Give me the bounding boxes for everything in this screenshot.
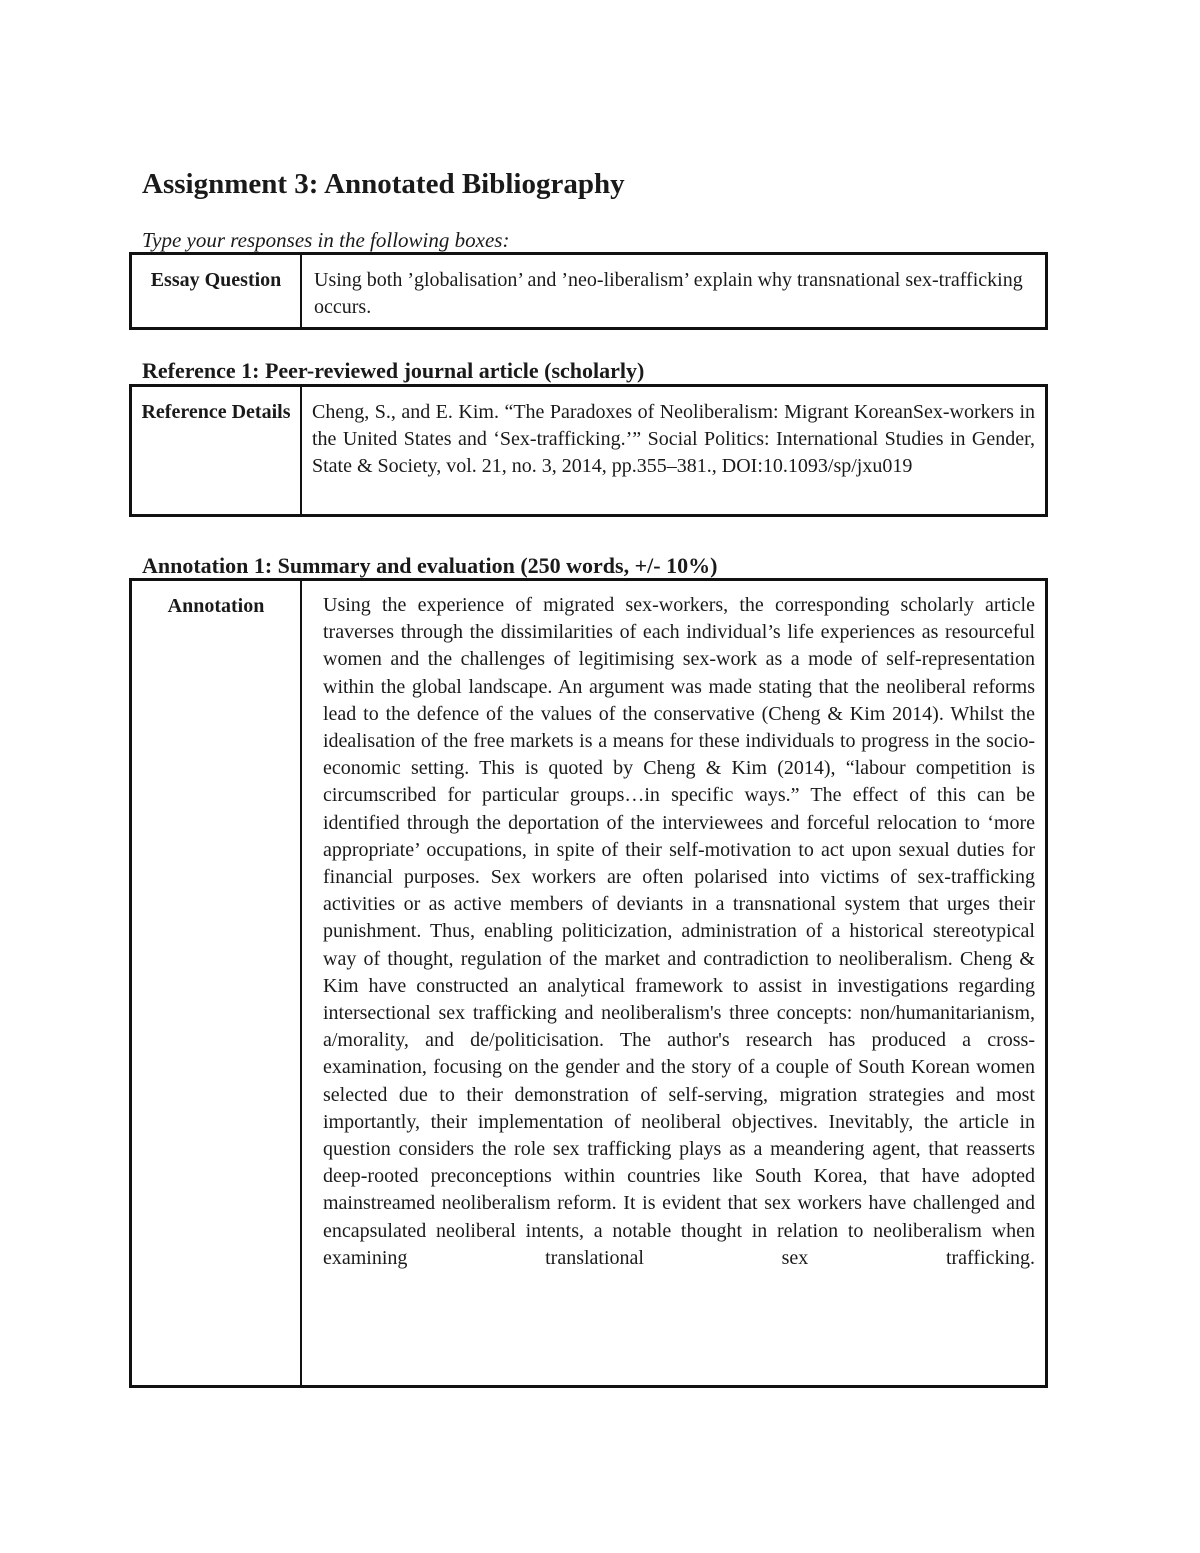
instruction-text: Type your responses in the following boxes: — [142, 228, 510, 252]
annotation-label: Annotation — [132, 581, 302, 1385]
essay-question-field[interactable]: Using both ’globalisation’ and ’neo-liberalism’ explain why transnational sex-trafficking occurs. — [314, 269, 1023, 318]
reference-heading: Reference 1: Peer-reviewed journal article (scholarly) — [142, 358, 645, 383]
essay-question-label: Essay Question — [132, 255, 302, 327]
annotation-heading: Annotation 1: Summary and evaluation (250 words, +/- 10%) — [142, 553, 718, 578]
page-title: Assignment 3: Annotated Bibliography — [142, 168, 625, 200]
essay-question-box — [129, 252, 1048, 330]
reference-details-label: Reference Details — [132, 387, 302, 514]
reference-details-box — [129, 384, 1048, 517]
annotation-field[interactable]: Using the experience of migrated sex-workers, the corresponding scholarly article traverses through the dissimilarities of each individual’s life experiences as resourceful women and the challenges of legitimising sex-work as a mode of self-representation within the global landscape. An argument was made stating that the neoliberal reforms lead to the defence of the values of the conservative (Cheng & Kim 2014). Whilst the idealisation of the free markets is a means for these individuals to progress in the socio-economic setting. This is quoted by Cheng & Kim (2014), “labour competition is circumscribed for particular groups…in specific ways.” The effect of this can be identified through the deportation of the interviewees and forceful relocation to ‘more appropriate’ occupations, in spite of their self-motivation to act upon sexual duties for financial purposes. Sex workers are often polarised into victims of sex-trafficking activities or as active members of deviants in a transnational system that urges their punishment. Thus, enabling politicization, administration of a historical stereotypical way of thought, regulation of the market and contradiction to neoliberalism. Cheng & Kim have constructed an analytical framework to assist in investigations regarding intersectional sex trafficking and neoliberalism's three concepts: non/humanitarianism, a/morality, and de/politicisation. The author's research has produced a cross-examination, focusing on the gender and the story of a couple of South Korean women selected due to their demonstration of self-serving, migration strategies and most importantly, their implementation of neoliberal objectives. Inevitably, the article in question considers the role sex trafficking plays as a meandering agent, that reasserts deep-rooted preconceptions within countries like South Korea, that have adopted mainstreamed neoliberalism reform. It is evident that sex workers have challenged and encapsulated neoliberal intents, a notable thought in relation to neoliberalism when examining translational sex trafficking. — [323, 594, 1035, 1269]
annotation-box — [129, 578, 1048, 1388]
reference-details-field[interactable]: Cheng, S., and E. Kim. “The Paradoxes of Neoliberalism: Migrant KoreanSex-workers in the United States and ‘Sex-trafficking.’” Social Politics: International Studies in Gender, State & Society, vol. 21, no. 3, 2014, pp.355–381., DOI:10.1093/sp/jxu019 — [312, 401, 1035, 477]
